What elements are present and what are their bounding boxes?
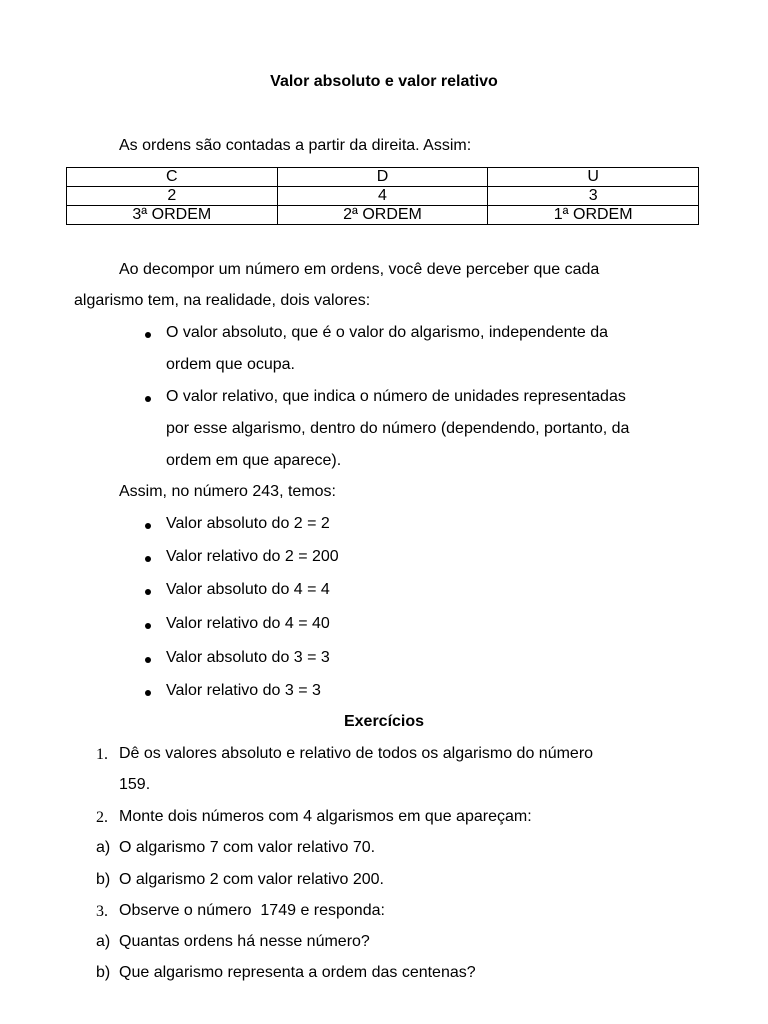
exercise-number: 2. (96, 809, 108, 826)
table-cell: 3 (488, 187, 699, 206)
exercise-text: Observe o número 1749 e responda: (119, 902, 385, 919)
example-intro: Assim, no número 243, temos: (119, 483, 336, 500)
example-item: Valor absoluto do 2 = 2 (166, 515, 330, 532)
subitem-text: O algarismo 2 com valor relativo 200. (119, 871, 384, 888)
exercise-text: Dê os valores absoluto e relativo de todos os algarismo do número (119, 745, 594, 762)
example-item: Valor absoluto do 4 = 4 (166, 581, 330, 598)
table-cell: U (488, 168, 699, 187)
subitem-text: O algarismo 7 com valor relativo 70. (119, 839, 376, 856)
example-item: Valor relativo do 3 = 3 (166, 682, 321, 699)
table-cell: C (67, 168, 278, 187)
explanation-line: Ao decompor um número em ordens, você deve perceber que cada (119, 261, 600, 278)
exercise-number: 1. (96, 746, 108, 763)
table-cell: 4 (277, 187, 488, 206)
table-cell: D (277, 168, 488, 187)
page-title: Valor absoluto e valor relativo (270, 73, 498, 90)
table-cell: 2ª ORDEM (277, 206, 488, 225)
subitem-marker: b) (96, 964, 111, 981)
subitem-marker: b) (96, 871, 111, 888)
example-item: Valor relativo do 4 = 40 (166, 615, 330, 632)
example-item: Valor relativo do 2 = 200 (166, 548, 339, 565)
exercise-text-continuation: 159. (119, 776, 151, 793)
table-row-digits (67, 187, 699, 206)
table-cell: 1ª ORDEM (488, 206, 699, 225)
example-item: Valor absoluto do 3 = 3 (166, 649, 330, 666)
exercises-title: Exercícios (343, 713, 425, 730)
table-row-orders (67, 206, 699, 225)
intro-text: As ordens são contadas a partir da direita. Assim: (119, 137, 472, 154)
subitem-marker: a) (96, 933, 111, 950)
table-cell: 2 (67, 187, 278, 206)
subitem-text: Quantas ordens há nesse número? (119, 933, 370, 950)
explanation-line: algarismo tem, na realidade, dois valores: (74, 292, 371, 309)
subitem-marker: a) (96, 839, 111, 856)
bullet-item: O valor absoluto, que é o valor do algarismo, independente da (166, 324, 609, 341)
bullet-item-continuation: por esse algarismo, dentro do número (dependendo, portanto, da (166, 420, 630, 437)
orders-table (66, 167, 699, 225)
exercise-number: 3. (96, 903, 108, 920)
subitem-text: Que algarismo representa a ordem das centenas? (119, 964, 476, 981)
table-row-headers (67, 168, 699, 187)
bullet-item: O valor relativo, que indica o número de unidades representadas (166, 388, 626, 405)
bullet-item-continuation: ordem em que aparece). (166, 452, 342, 469)
bullet-item-continuation: ordem que ocupa. (166, 356, 295, 373)
exercise-text: Monte dois números com 4 algarismos em que apareçam: (119, 808, 532, 825)
table-cell: 3ª ORDEM (67, 206, 278, 225)
